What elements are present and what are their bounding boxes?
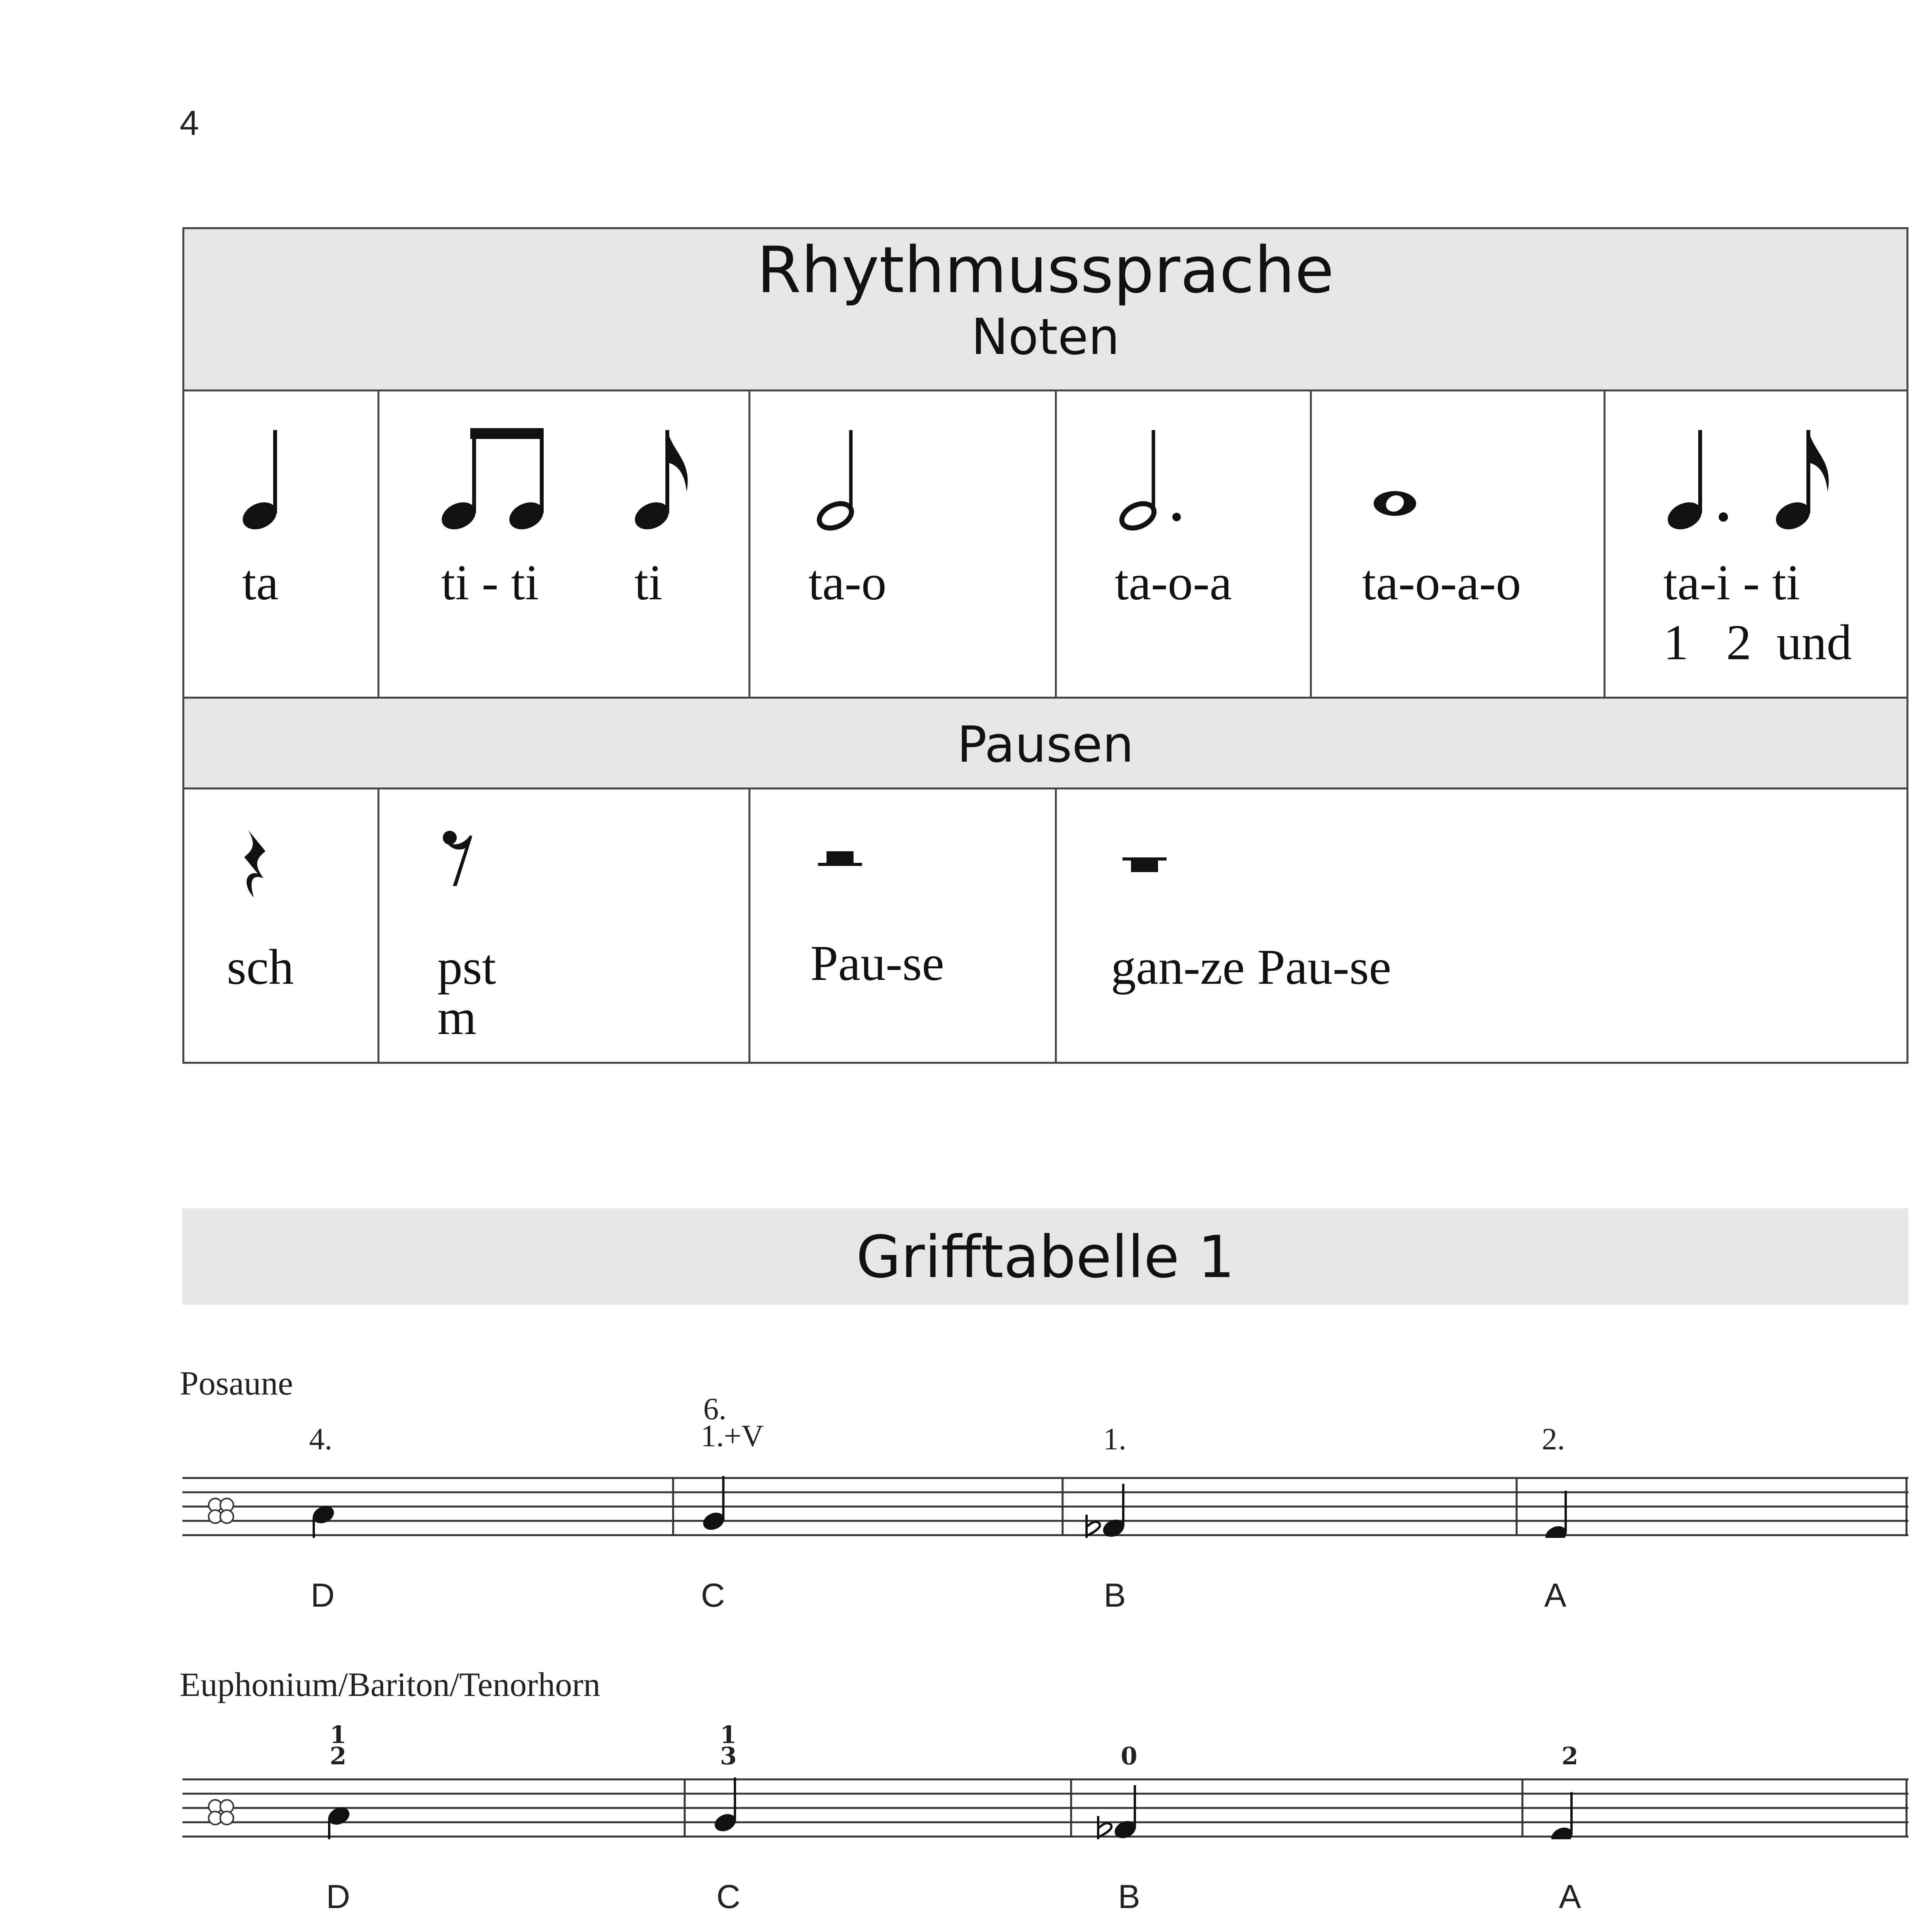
euphonium-staff	[182, 1770, 1908, 1839]
posaune-note-c: C	[701, 1577, 725, 1614]
notes-row	[184, 391, 1906, 697]
whole-rest-icon	[1122, 855, 1173, 878]
rhythm-title: Rhythmussprache	[757, 233, 1334, 307]
syllable-ta-o-a: ta-o-a	[1115, 555, 1232, 611]
note-cell-ti-ti	[379, 391, 750, 697]
note-cell-ta-i-ti	[1605, 391, 1910, 697]
posaune-note-b: B	[1104, 1577, 1126, 1614]
rest-cell-sch	[184, 789, 379, 1062]
fingering-c-2: 3	[720, 1742, 737, 1770]
syllable-ta-o-a-o: ta-o-a-o	[1362, 555, 1521, 611]
syllable-ti: ti	[634, 555, 663, 611]
note-cell-ta	[184, 391, 379, 697]
rests-header	[184, 697, 1906, 789]
position-d: 4.	[309, 1422, 332, 1456]
half-note-icon	[812, 426, 866, 534]
note-cell-ta-o-a	[1057, 391, 1312, 697]
grifftabelle-title: Grifftabelle 1	[856, 1224, 1235, 1291]
clef-icon	[209, 1800, 233, 1825]
grifftabelle-header	[182, 1208, 1908, 1305]
rhythm-table	[182, 227, 1908, 1064]
position-c-1: 6.	[703, 1392, 726, 1426]
quarter-note-icon	[238, 426, 285, 534]
syllable-ta-i-ti: ta-i - ti	[1663, 555, 1800, 611]
quarter-rest-icon	[240, 828, 275, 901]
rest-cell-pause	[750, 789, 1057, 1062]
notes-header: Noten	[971, 308, 1120, 366]
syllable-ta: ta	[242, 555, 279, 611]
beamed-eighths-icon	[437, 426, 553, 534]
fingering-c-1: 1	[720, 1721, 737, 1749]
euphonium-note-b: B	[1118, 1878, 1140, 1915]
syllable-ta-o: ta-o	[808, 555, 887, 611]
rest-cell-pst	[379, 789, 750, 1062]
euphonium-label: Euphonium/Bariton/Tenorhorn	[180, 1666, 600, 1704]
position-c-2: 1.+V	[701, 1419, 764, 1453]
syllable-ti-ti: ti - ti	[441, 555, 539, 611]
clef-icon	[209, 1498, 233, 1523]
fingering-d-2: 2	[330, 1742, 347, 1770]
note-cell-ta-o-a-o	[1312, 391, 1605, 697]
note-cell-ta-o	[750, 391, 1057, 697]
posaune-note-d: D	[310, 1577, 335, 1614]
rests-row	[184, 789, 1906, 1062]
fingering-b: 0	[1121, 1742, 1138, 1770]
syllable-m: m	[437, 990, 477, 1045]
counting-1-2-und: 1 2 und	[1663, 615, 1852, 670]
dotted-half-note-icon	[1115, 426, 1192, 534]
rest-cell-ganze-pause	[1057, 789, 1910, 1062]
euphonium-note-a: A	[1559, 1878, 1581, 1915]
eighth-note-icon	[631, 426, 692, 534]
syllable-pause: Pau-se	[810, 935, 944, 991]
posaune-label: Posaune	[180, 1365, 293, 1402]
posaune-note-a: A	[1544, 1577, 1566, 1614]
euphonium-note-d: D	[326, 1878, 350, 1915]
syllable-pst: pst	[437, 939, 496, 995]
fingering-d-1: 1	[330, 1721, 347, 1749]
euphonium-note-c: C	[716, 1878, 741, 1915]
rests-header-label: Pausen	[957, 716, 1134, 774]
syllable-sch: sch	[227, 939, 294, 995]
rhythm-header	[184, 229, 1906, 391]
half-rest-icon	[818, 847, 868, 871]
syllable-ganze-pause: gan-ze Pau-se	[1111, 939, 1391, 995]
page-number: 4	[180, 104, 199, 143]
posaune-staff	[182, 1468, 1908, 1538]
fingering-a: 2	[1561, 1742, 1578, 1770]
eighth-rest-icon	[441, 828, 476, 890]
whole-note-icon	[1370, 484, 1424, 523]
position-b: 1.	[1103, 1422, 1126, 1456]
position-a: 2.	[1542, 1422, 1565, 1456]
dotted-quarter-eighth-icon	[1663, 426, 1849, 534]
